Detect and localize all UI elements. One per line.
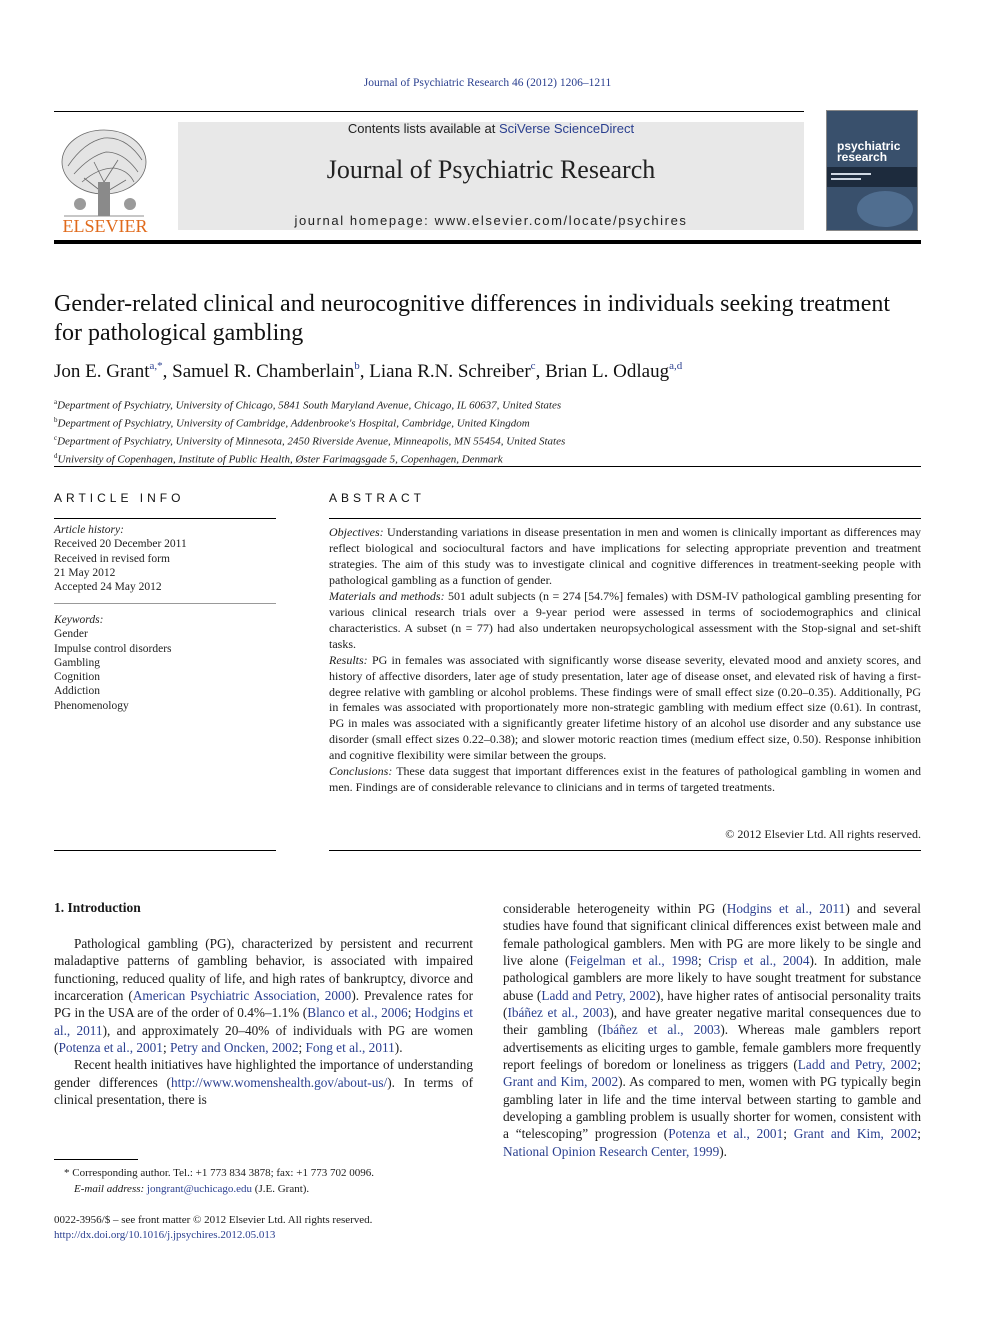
abstract-conclusions: Conclusions: These data suggest that important differences exist in the features of pathological gambling in women and men. Findings are of considerable relevance to clinicians and in terms of targeted treatments. <box>329 764 921 795</box>
keyword: Gender <box>54 628 88 641</box>
history-item: Received in revised form <box>54 552 170 565</box>
author-list: Jon E. Grant$^{a,*}$, Samuel R. Chamberlain$^b$, Liana R.N. Schreiber$^c$, Brian L. Odlaug$^{a,d}$ <box>54 360 683 382</box>
citation-link[interactable]: Grant and Kim, 2002 <box>793 1126 918 1142</box>
author-name: Liana R.N. Schreiber <box>369 361 531 382</box>
sciencedirect-link[interactable]: SciVerse ScienceDirect <box>498 121 635 136</box>
history-item: 21 May 2012 <box>54 566 116 579</box>
url-link[interactable]: http://www.womenshealth.gov/about-us/ <box>170 1074 388 1090</box>
keyword: Impulse control disorders <box>54 642 172 655</box>
affiliation: $^d$University of Copenhagen, Institute of Public Health, Øster Farimagsgade 5, Copenhagen, Denmark <box>54 451 503 466</box>
keyword: Gambling <box>54 656 100 669</box>
citation-link[interactable]: Potenza et al., 2001 <box>668 1126 784 1142</box>
abstract-body <box>329 525 921 796</box>
author-affil-mark[interactable]: b <box>354 360 360 372</box>
journal-cover-image <box>826 110 918 231</box>
article-history <box>54 523 276 594</box>
section-rule <box>54 466 921 467</box>
author-affil-mark[interactable]: a,d <box>669 360 683 372</box>
issn-doi-block <box>54 1213 473 1242</box>
citation-link[interactable]: Hodgins et al., 2011 <box>726 901 846 916</box>
citation-link[interactable]: Petry and Oncken, 2002 <box>169 1040 299 1056</box>
author-name: Jon E. Grant <box>54 361 150 382</box>
keywords-label: Keywords: <box>54 614 104 626</box>
citation-link[interactable]: American Psychiatric Association, 2000 <box>132 988 352 1004</box>
author-name: Brian L. Odlaug <box>545 361 670 382</box>
abstract-methods: Materials and methods: 501 adult subjects (n = 274 [54.7%] females) with DSM-IV pathological gambling presenting for various clinical research trials over a 9-year period were assessed in terms of sociodemographics and clinical characteristics. A subset (n = 77) had also undertaken neuropsychological assessment with the Stop-signal and set-shift tasks. <box>329 588 922 651</box>
citation-link[interactable]: Hodgins et al., 2011 <box>54 1005 473 1038</box>
keyword: Cognition <box>54 671 101 684</box>
cover-line <box>831 173 871 175</box>
abstract-copyright: © 2012 Elsevier Ltd. All rights reserved. <box>725 827 921 841</box>
cover-title: psychiatric research <box>837 139 901 164</box>
body-left-column <box>54 935 473 1108</box>
cover-line <box>831 178 861 180</box>
article-info-bottom-rule <box>54 850 276 851</box>
citation-link[interactable]: Fong et al., 2011 <box>305 1040 395 1056</box>
footnote-star: * <box>64 1167 70 1179</box>
affiliation: $^a$Department of Psychiatry, University of Chicago, 5841 South Maryland Avenue, Chicago, IL 60637, United States <box>54 398 562 412</box>
cover-brain-graphic <box>857 191 913 227</box>
abstract-rule <box>329 518 921 519</box>
citation-link[interactable]: Crisp et al., 2004 <box>708 953 810 969</box>
issn-line: 0022-3956/$ – see front matter © 2012 Elsevier Ltd. All rights reserved. <box>54 1214 373 1226</box>
affiliation: $^b$Department of Psychiatry, University of Cambridge, Addenbrooke's Hospital, Cambridge, United Kingdom <box>54 415 530 430</box>
article-info-heading: ARTICLE INFO <box>54 491 185 505</box>
elsevier-tree-logo <box>54 122 156 234</box>
journal-title: Journal of Psychiatric Research <box>326 155 656 184</box>
keywords <box>54 613 276 713</box>
paragraph: Pathological gambling (PG), characterized by persistent and recurrent maladaptive patterns of gambling behavior, is associated with impaired functioning, reduced quality of life, and high rates of bankruptcy, divorce and incarceration (American Psychiatric Association, 2000). Prevalence rates for PG in the USA are of the order of 0.4%–1.1% (Blanco et al., 2006; Hodgins et al., 2011), and approximately 20–40% of individuals with PG are women (Potenza et al., 2001; Petry and Oncken, 2002; Fong et al., 2011). <box>54 936 473 1056</box>
abstract-results: Results: PG in females was associated with significantly worse disease severity, elevated mood and anxiety scores, and history of affective disorders, later age of study presentation, later age of disease onset, and elevated risk of having a first-degree relative with gambling or alcohol problems. These findings were of small effect size (0.20–0.35). Additionally, PG in females was associated with proportionately more non-strategic gambling with medium effect size (0.61). In contrast, PG in males was associated with a significantly greater lifetime history of an alcohol use disorder and any substance use disorder (small effect sizes 0.22–0.38); and slower motoric reaction times (medium effect size, 0.50). Response inhibition and cognitive flexibility were similar between the groups. <box>329 652 921 763</box>
history-label: Article history: <box>54 524 124 536</box>
footnote-email-line: E-mail address: jongrant@uchicago.edu (J.E. Grant). <box>74 1182 310 1195</box>
author-name: Samuel R. Chamberlain <box>172 361 355 382</box>
doi-link[interactable]: http://dx.doi.org/10.1016/j.jpsychires.2012.05.013 <box>54 1228 276 1241</box>
corresponding-author-footnote <box>54 1166 473 1197</box>
article-title: Gender-related clinical and neurocognitive differences in individuals seeking treatment for pathological gambling <box>54 291 891 346</box>
citation-link[interactable]: National Opinion Research Center, 1999 <box>503 1143 720 1159</box>
paragraph: considerable heterogeneity within PG (Hodgins et al., 2011) and several studies have found that significant clinical differences exist between male and female pathological gamblers. Men with PG are more likely to be single and live alone (Feigelman et al., 1998; Crisp et al., 2004). In addition, male pathological gamblers are more likely to have sought treatment for substance abuse (Ladd and Petry, 2002), have higher rates of antisocial personality traits (Ibáñez et al., 2003), and have greater negative marital consequences due to their gambling (Ibáñez et al., 2003). Whereas male gamblers report advertisements as eliciting urges to gamble, female gamblers more frequently report feelings of boredom or loneliness as triggers (Ladd and Petry, 2002; Grant and Kim, 2002). As compared to men, women with PG typically begin gambling later in life and the time interval between starting to gamble and developing a gambling problem is usually shorter for women, consistent with a “telescoping” progression (Potenza et al., 2001; Grant and Kim, 2002; National Opinion Research Center, 1999). <box>503 901 921 1159</box>
article-info-rule <box>54 518 276 519</box>
author-affil-mark[interactable]: a,* <box>149 360 163 372</box>
citation-link[interactable]: Grant and Kim, 2002 <box>503 1074 619 1090</box>
history-item: Accepted 24 May 2012 <box>54 581 162 594</box>
citation-link[interactable]: Feigelman et al., 1998 <box>569 953 698 969</box>
history-item: Received 20 December 2011 <box>54 538 187 551</box>
citation-link[interactable]: Ladd and Petry, 2002 <box>797 1057 918 1073</box>
citation-link[interactable]: Blanco et al., 2006 <box>307 1005 408 1021</box>
keyword: Phenomenology <box>54 699 129 712</box>
abstract-objectives: Objectives: Understanding variations in disease presentation in men and women is clinically important as differences may reflect biological and sociocultural factors and have implications for selecting appropriate prevention and treatment strategies. The aim of this study was to investigate clinical and cognitive differences in treatment-seeking people with pathological gambling as a function of gender. <box>329 525 921 587</box>
body-right-column <box>503 900 921 1160</box>
citation-link[interactable]: Ibáñez et al., 2003 <box>507 1005 610 1021</box>
affiliations <box>54 395 914 466</box>
header-rule <box>54 111 804 112</box>
running-head[interactable]: Journal of Psychiatric Research 46 (2012) 1206–1211 <box>363 77 612 89</box>
footnote-rule <box>54 1159 138 1160</box>
contents-line <box>178 121 804 136</box>
header-thick-rule <box>54 240 921 244</box>
section-heading-introduction: 1. Introduction <box>54 900 141 915</box>
contents-prefix: Contents lists available at <box>347 121 499 136</box>
citation-link[interactable]: Ibáñez et al., 2003 <box>602 1022 721 1038</box>
cover-band <box>827 167 917 187</box>
affiliation: $^c$Department of Psychiatry, University of Minnesota, 2450 Riverside Avenue, Minneapolis, MN 55454, United States <box>54 433 566 448</box>
abstract-heading: ABSTRACT <box>329 491 426 505</box>
elsevier-wordmark: ELSEVIER <box>62 216 148 234</box>
author-affil-mark[interactable]: c <box>530 360 536 372</box>
abstract-bottom-rule <box>329 850 921 851</box>
email-link[interactable]: jongrant@uchicago.edu <box>146 1182 253 1195</box>
footnote-line: * Corresponding author. Tel.: +1 773 834 3878; fax: +1 773 702 0096. <box>64 1167 374 1179</box>
journal-homepage[interactable]: journal homepage: www.elsevier.com/locate/psychires <box>294 213 688 228</box>
citation-link[interactable]: Ladd and Petry, 2002 <box>541 987 656 1003</box>
paragraph: Recent health initiatives have highlighted the importance of understanding gender differences (http://www.womenshealth.gov/about-us/). In terms of clinical presentation, there is <box>54 1057 473 1108</box>
keyword: Addiction <box>54 685 100 698</box>
citation-link[interactable]: Potenza et al., 2001 <box>58 1040 163 1056</box>
article-info-divider <box>54 603 276 604</box>
